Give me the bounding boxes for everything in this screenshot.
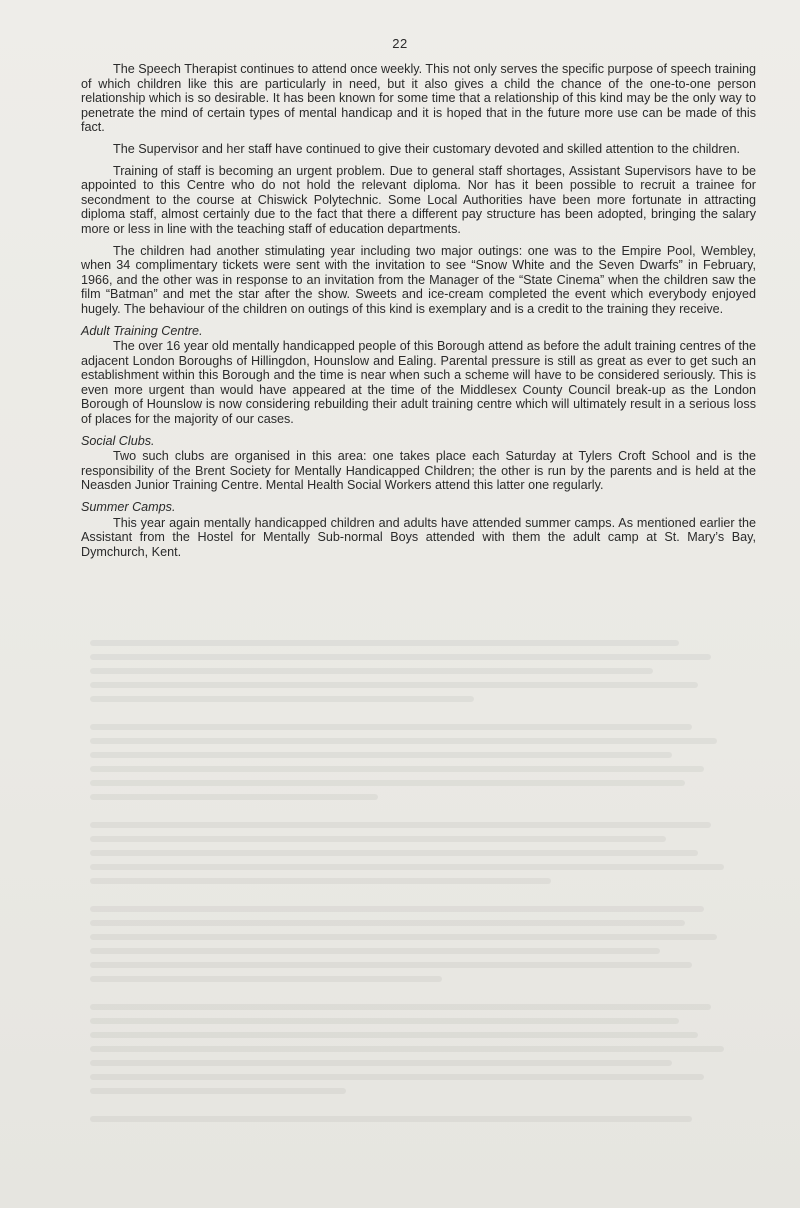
paragraph-speech-therapist: The Speech Therapist continues to attend once weekly. This not only serves the specific purpose of speech training of which children like this are particularly in need, but it also gives a child the chance of the one-to-one person relationship which is so desirable. It has been known for some time that a relationship of this kind may be the only way to penetrate the mind of certain types of mental handicap and it is hoped that in the future more use can be made of this fact. [81,62,756,135]
page-number: 22 [392,36,408,51]
heading-social-clubs: Social Clubs. [81,433,155,448]
paragraph-supervisor: The Supervisor and her staff have continued to give their customary devoted and skilled attention to the children. [113,141,741,156]
heading-summer-camps: Summer Camps. [81,500,176,515]
paragraph-adult-training-centre: The over 16 year old mentally handicapped people of this Borough attend as before the adult training centres of the adjacent London Boroughs of Hillingdon, Hounslow and Ealing. Parental pressure is still as great as ever to get such an establishment within this Borough and the time is near when such a scheme will have to be considered seriously. This is even more urgent than would have appeared at the time of the Middlesex County Council break-up as the London Borough of Hounslow is now considering rebuilding their adult training centre which will ultimately result in a serious loss of places for the majority of our cases. [81,339,756,427]
paragraph-training-staff: Training of staff is becoming an urgent problem. Due to general staff shortages, Assistant Supervisors have to be appointed to this Centre who do not hold the relevant diploma. Nor has it been possible to recruit a trainee for secondment to the course at Chiswick Polytechnic. Some Local Authorities have been more fortunate in attracting diploma staff, almost certainly due to the fact that there a different pay structure has been adopted, bringing the salary more or less in line with the teaching staff of education departments. [81,163,756,236]
document-body [81,62,756,566]
paragraph-outings: The children had another stimulating year including two major outings: one was to the Empire Pool, Wembley, when 34 complimentary tickets were sent with the invitation to see “Snow White and the Seven Dwarfs” in February, 1966, and the other was in response to an invitation from the Manager of the “State Cinema” when the children saw the film “Batman” and met the star after the show. Sweets and ice-cream completed the event which everybody enjoyed hugely. The behaviour of the children on outings of this kind is exemplary and is a credit to the training they receive. [81,243,756,316]
paragraph-summer-camps: This year again mentally handicapped children and adults have attended summer camps. As mentioned earlier the Assistant from the Hostel for Mentally Sub-normal Boys attended with them the adult camp at St. Mary’s Bay, Dymchurch, Kent. [81,515,756,559]
show-through-texture [90,640,730,1160]
heading-adult-training-centre: Adult Training Centre. [81,323,203,338]
paragraph-social-clubs: Two such clubs are organised in this area: one takes place each Saturday at Tylers Croft School and is the responsibility of the Brent Society for Mentally Handicapped Children; the other is run by the parents and is held at the Neasden Junior Training Centre. Mental Health Social Workers attend this latter one regularly. [81,449,756,493]
